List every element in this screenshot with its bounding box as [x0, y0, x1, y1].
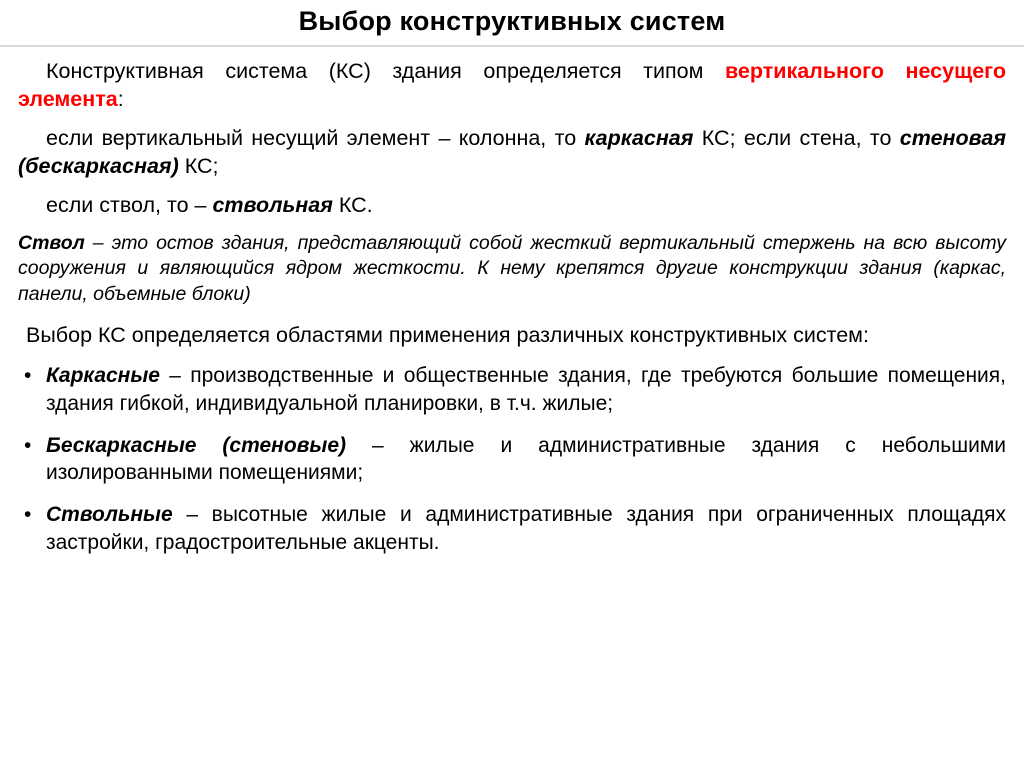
rule-trunk-paragraph — [18, 191, 1006, 219]
note-body: – это остов здания, представляющий собой жесткий вертикальный стержень на всю высоту сооружения и являющийся ядром жесткости. К нему крепятся другие конструкции здания (каркас, панели, объемные блоки) — [18, 231, 1006, 305]
rule3-emphasis: ствольная — [212, 192, 333, 217]
rule1-emphasis: каркасная — [584, 125, 694, 150]
rule3-part1: если ствол, то – — [46, 192, 213, 217]
slide-content — [0, 47, 1024, 557]
definition-text-part1: Конструктивная система (КС) здания определяется типом — [46, 59, 725, 83]
rule2-part2: КС; — [178, 154, 219, 179]
systems-list — [18, 362, 1006, 558]
note-lead-term: Ствол — [18, 231, 85, 254]
list-item-term: Каркасные — [46, 363, 160, 387]
bullet-icon: • — [24, 503, 32, 527]
rule-frame-paragraph — [18, 124, 1006, 181]
rule1-part1: если вертикальный несущий элемент – колонна, то — [46, 125, 585, 150]
bullet-icon: • — [24, 433, 32, 457]
definition-paragraph — [18, 57, 1006, 114]
slide-title-bar — [0, 0, 1024, 47]
list-item — [18, 362, 1006, 418]
list-item-term: Ствольные — [46, 503, 173, 527]
list-item — [18, 501, 1006, 557]
selection-paragraph: Выбор КС определяется областями применения различных конструктивных систем: — [26, 322, 869, 347]
list-item-text: – производственные и общественные здания, где требуются большие помещения, здания гибкой, индивидуальной планировки, в т.ч. жилые; — [46, 363, 1006, 415]
rule2-part1: если стена, то — [743, 125, 900, 150]
list-item-term: Бескаркасные (стеновые) — [46, 433, 346, 457]
list-item-text: – жилые и административные здания с небольшими изолированными помещениями; — [46, 433, 1006, 485]
page-title: Выбор конструктивных систем — [298, 6, 726, 36]
definition-text-part2: : — [117, 87, 124, 112]
rule2-emphasis: стеновая (бескаркасная) — [18, 125, 1006, 179]
rule1-part2: КС; — [693, 125, 736, 150]
list-item-text: – высотные жилые и административные здания при ограниченных площадях застройки, градостроительные акценты. — [46, 503, 1006, 555]
bullet-icon: • — [24, 363, 32, 387]
definition-highlight: вертикального несущего элемента — [18, 59, 1006, 112]
rule3-part2: КС. — [332, 192, 373, 217]
list-item — [18, 432, 1006, 488]
trunk-definition-note — [18, 231, 1006, 307]
